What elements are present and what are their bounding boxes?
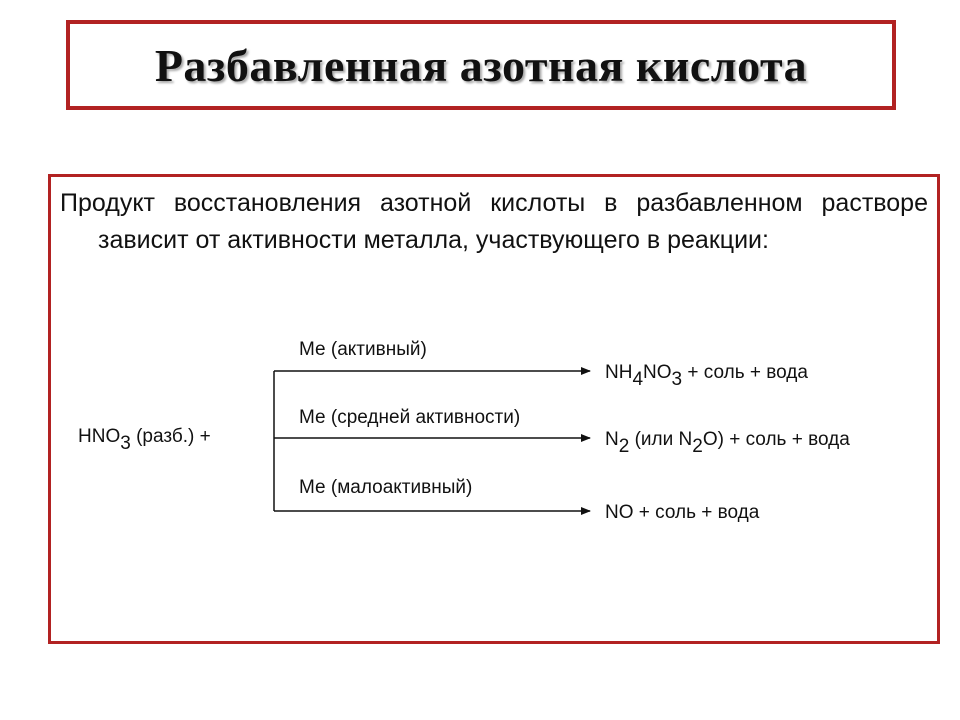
intro-paragraph: Продукт восстановления азотной кислоты в разбавленном растворе зависит от активности металла, участвующего в реакции: — [60, 189, 928, 254]
reaction-scheme — [51, 177, 943, 647]
product-medium: N2 (или N2O) + соль + вода — [605, 429, 850, 457]
condition-medium: Ме (средней активности) — [299, 407, 521, 428]
reagent-label: HNO3 (разб.) + — [78, 426, 211, 454]
condition-active: Ме (активный) — [299, 339, 427, 360]
slide-title: Разбавленная азотная кислота — [154, 39, 808, 91]
title-frame — [66, 20, 896, 110]
product-active: NH4NO3 + соль + вода — [605, 362, 808, 390]
product-low: NO + соль + вода — [605, 502, 760, 523]
content-frame — [48, 174, 940, 644]
condition-low: Ме (малоактивный) — [299, 477, 473, 498]
